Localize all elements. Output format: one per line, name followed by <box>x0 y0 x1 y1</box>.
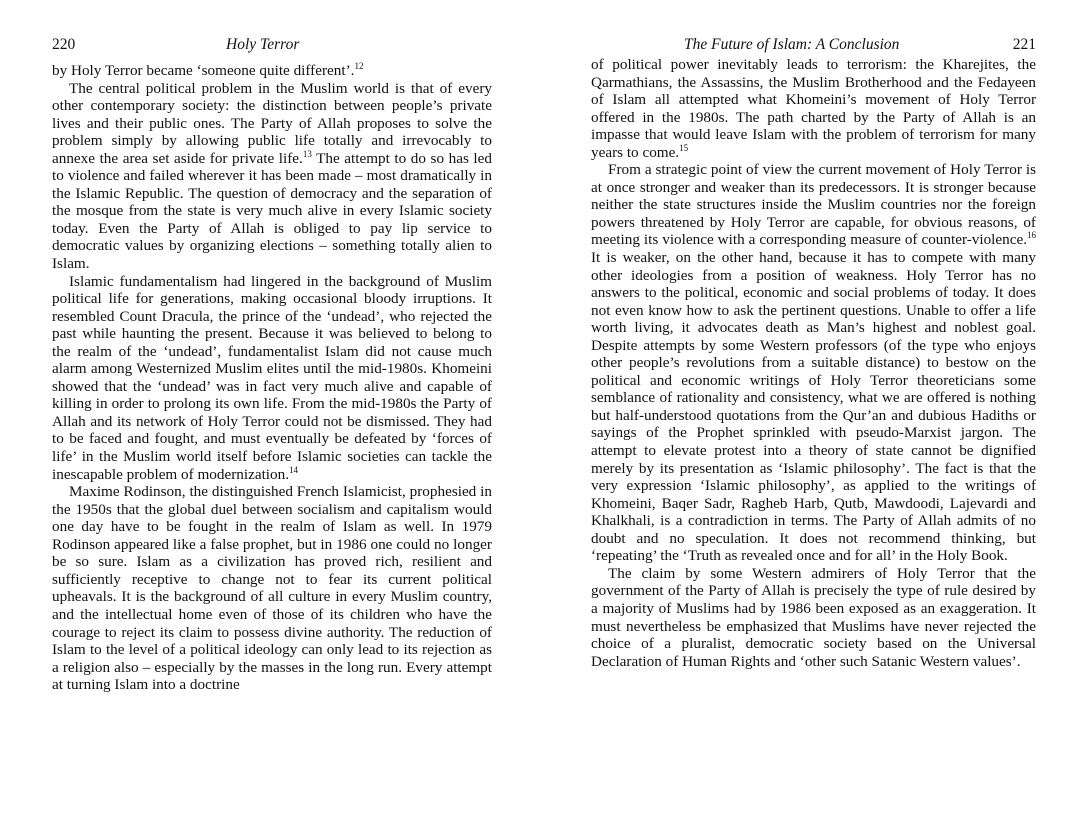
footnote-marker: 12 <box>354 61 364 71</box>
running-head: Holy Terror <box>226 36 300 53</box>
left-page-header <box>52 36 492 58</box>
footnote-marker: 14 <box>289 464 299 475</box>
paragraph-text: Maxime Rodinson, the distinguished French Islamicist, prophesied in the 1950s that the global duel between socialism and capitalism would one day have to be fought in the realm of Islam as well. In 1979 Rodinson appeared like a false prophet, but in 1986 one could no longer be so sure. Islam as a civilization has proved rich, resilient and sufficiently receptive to change not to fear its current political upheavals. It is the background of all culture in every Muslim country, and the intellectual home even of those of its children who have the courage to reject its claim to possess divine authority. The reduction of Islam to the level of a political ideology can only lead to its rejection as a religion also – especially by the masses in the long run. Every attempt at turning Islam into a doctrine <box>52 483 492 694</box>
paragraph <box>52 483 492 694</box>
paragraph-text: of political power inevitably leads to terrorism: the Kharejites, the Qarmathians, the Assassins, the Muslim Brotherhood and the Fedayeen of Islam all attempted what Khomeini’s movement of Holy Terror offered in the 1980s. The path charted by the Party of Allah is an impasse that would leave Islam with the problem of terrorism for many years to come. <box>591 56 1036 161</box>
paragraph-text-continued: It is weaker, on the other hand, because it has to compete with many other ideologies from a position of weakness. Holy Terror has no answers to the political, economic and social problems of today. It does not even know how to ask the pertinent questions. Unable to offer a life worth living, it advocates death as Man’s highest and noblest goal. Despite attempts by some Western professors (of the type who enjoys other people’s revolutions from a suitable distance) to bestow on the political and economic writings of Holy Terror theoreticians some semblance of rationality and consistency, what we are offered is nothing but half-understood quotations from the Qur’an and dubious Hadiths or sayings of the Prophet sprinkled with pseudo-Marxist jargon. The attempt to elevate protest into a theory of state cannot be dignified merely by its presentation as ‘Islamic philosophy’. The fact is that the very expression ‘Islamic philosophy’, as applied to the writings of Khomeini, Baqer Sadr, Ragheb Harb, Qutb, Mawdoodi, Lajevardi and Khalkhali, is a contradiction in terms. The Party of Allah admits of no doubt and no speculation. It does not recommend thinking, but ‘repeating’ the ‘Truth as revealed once and for all’ in the Holy Book. <box>591 249 1036 565</box>
running-head: The Future of Islam: A Conclusion <box>684 36 900 53</box>
right-page-body <box>591 56 1036 670</box>
page-number: 220 <box>52 36 76 53</box>
paragraph <box>52 62 492 80</box>
paragraph-text: The claim by some Western admirers of Holy Terror that the government of the Party of Allah is precisely the type of rule desired by a majority of Muslims had by 1986 been exposed as an exaggeration. It must nevertheless be emphasized that Muslims have never rejected the choice of a pluralist, democratic society based on the Universal Declaration of Human Rights and ‘other such Satanic Western values’. <box>591 564 1036 670</box>
footnote-marker: 16 <box>1027 230 1036 241</box>
paragraph <box>52 273 492 484</box>
footnote-marker: 13 <box>302 148 312 159</box>
paragraph <box>52 80 492 273</box>
paragraph-text: by Holy Terror became ‘someone quite different’. <box>52 62 355 79</box>
footnote-marker: 15 <box>679 142 689 153</box>
left-page-body <box>52 62 492 694</box>
paragraph-text: Islamic fundamentalism had lingered in the background of Muslim political life for generations, making occasional bloody irruptions. It resembled Count Dracula, the prince of the ‘undead’, who rejected the past while haunting the present. Because it was believed to belong to the realm of the ‘undead’, fundamentalist Islam did not cause much alarm among Westernized Muslim elites until the mid-1980s. Khomeini showed that the ‘undead’ was in fact very much alive and capable of killing in order to prolong its own life. From the mid-1980s the Party of Allah and its network of Holy Terror could not be dismissed. They had to be faced and fought, and must eventually be defeated by ‘forces of life’ in the Muslim world itself before Islamic societies can tackle the inescapable problem of modernization. <box>52 272 492 483</box>
paragraph-text-continued: The attempt to do so has led to violence and failed wherever it has been made – most dramatically in the Islamic Republic. The question of democracy and the separation of the mosque from the state is very much alive in every Islamic society today. Even the Party of Allah is obliged to pay lip service to democratic values by organizing elections – something totally alien to Islam. <box>52 149 492 273</box>
right-page-header <box>584 36 1036 58</box>
paragraph-text: From a strategic point of view the current movement of Holy Terror is at once stronger and weaker than its predecessors. It is stronger because neither the state structures inside the Muslim countries nor the foreign powers threatened by Holy Terror are capable, for obvious reasons, of meeting its violence with a corresponding measure of counter-violence. <box>591 161 1036 249</box>
paragraph-text: The central political problem in the Muslim world is that of every other contemporary society: the distinction between people’s private lives and their public ones. The Party of Allah proposes to solve the problem simply by allowing public life totally and irrevocably to annexe the area set aside for private life. <box>52 79 492 167</box>
paragraph <box>591 161 1036 565</box>
page-number: 221 <box>1012 36 1036 53</box>
paragraph <box>591 56 1036 161</box>
paragraph <box>591 565 1036 670</box>
right-page <box>546 0 1092 829</box>
